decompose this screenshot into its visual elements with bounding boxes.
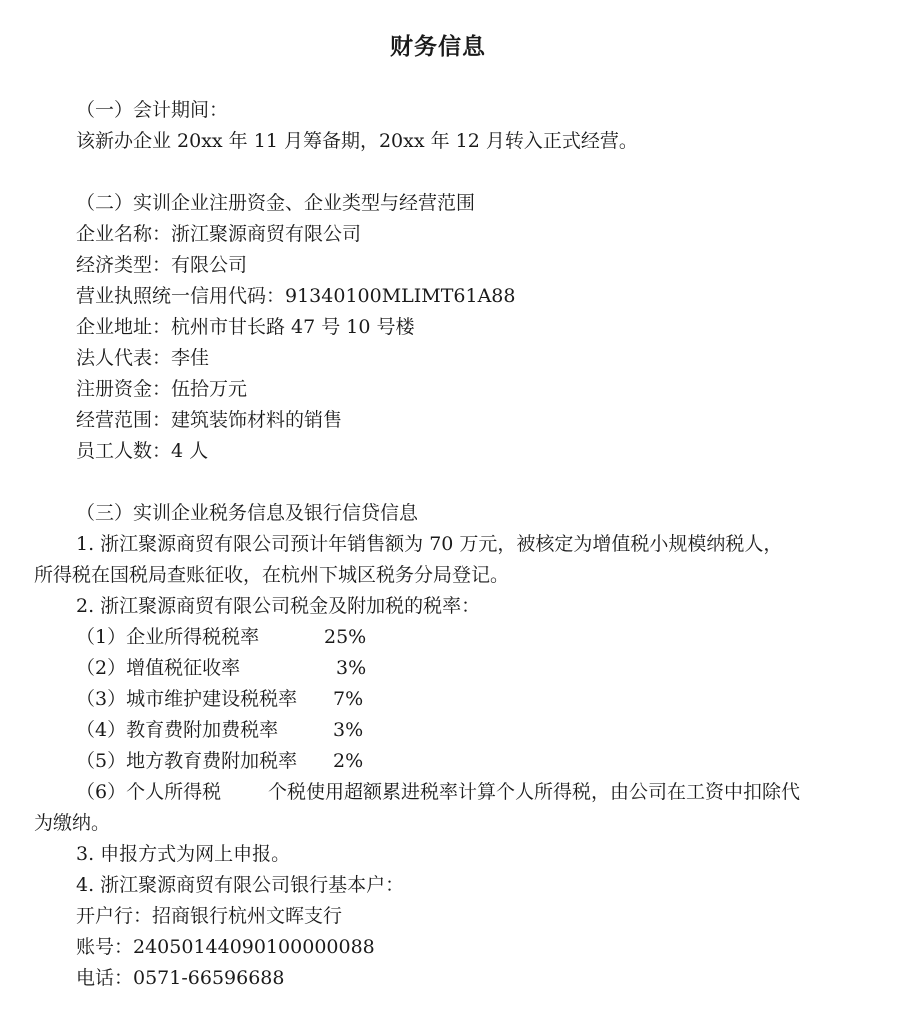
bank-name: 开户行：招商银行杭州文晖支行	[76, 905, 343, 927]
section1-heading: （一）会计期间：	[76, 99, 229, 121]
registered-capital: 注册资金：伍拾万元	[76, 378, 248, 400]
rate-value-education-surcharge: 3%	[333, 719, 364, 741]
rate-value-local-education-surcharge: 2%	[333, 750, 364, 772]
rate-label-corporate-income: （1）企业所得税税率	[76, 626, 260, 648]
personal-income-tax-text: 个税使用超额累进税率计算个人所得税，由公司在工资中扣除代	[268, 781, 801, 803]
bank-account-number: 账号：24050144090100000088	[76, 936, 375, 958]
section1-text: 该新办企业 20xx 年 11 月筹备期，20xx 年 12 月转入正式经营。	[76, 130, 638, 152]
rate-label-city-construction: （3）城市维护建设税税率	[76, 688, 298, 710]
rate-value-vat: 3%	[336, 657, 367, 679]
rate-label-vat: （2）增值税征收率	[76, 657, 241, 679]
legal-representative: 法人代表：李佳	[76, 347, 210, 369]
business-scope: 经营范围：建筑装饰材料的销售	[76, 409, 343, 431]
section3-heading: （三）实训企业税务信息及银行信贷信息	[76, 502, 419, 524]
rate-label-local-education-surcharge: （5）地方教育费附加税率	[76, 750, 298, 772]
bank-account-heading: 4. 浙江聚源商贸有限公司银行基本户：	[76, 874, 405, 896]
filing-method: 3. 申报方式为网上申报。	[76, 843, 291, 865]
personal-income-tax-line2: 为缴纳。	[34, 812, 111, 834]
tax-paragraph-1-line1: 1. 浙江聚源商贸有限公司预计年销售额为 70 万元，被核定为增值税小规模纳税人，	[76, 533, 783, 555]
rate-value-city-construction: 7%	[333, 688, 364, 710]
tax-paragraph-2: 2. 浙江聚源商贸有限公司税金及附加税的税率：	[76, 595, 481, 617]
bank-phone: 电话：0571-66596688	[76, 967, 285, 989]
economic-type: 经济类型：有限公司	[76, 254, 248, 276]
rate-label-personal-income: （6）个人所得税	[76, 781, 222, 803]
tax-paragraph-1-line2: 所得税在国税局查账征收，在杭州下城区税务分局登记。	[34, 564, 510, 586]
rate-value-corporate-income: 25%	[324, 626, 367, 648]
credit-code: 营业执照统一信用代码：91340100MLIMT61A88	[76, 285, 516, 307]
company-name: 企业名称：浙江聚源商贸有限公司	[76, 223, 362, 245]
page-title: 财务信息	[390, 34, 486, 60]
employee-count: 员工人数：4 人	[76, 440, 209, 462]
section2-heading: （二）实训企业注册资金、企业类型与经营范围	[76, 192, 476, 214]
rate-label-education-surcharge: （4）教育费附加费税率	[76, 719, 279, 741]
company-address: 企业地址：杭州市甘长路 47 号 10 号楼	[76, 316, 415, 338]
